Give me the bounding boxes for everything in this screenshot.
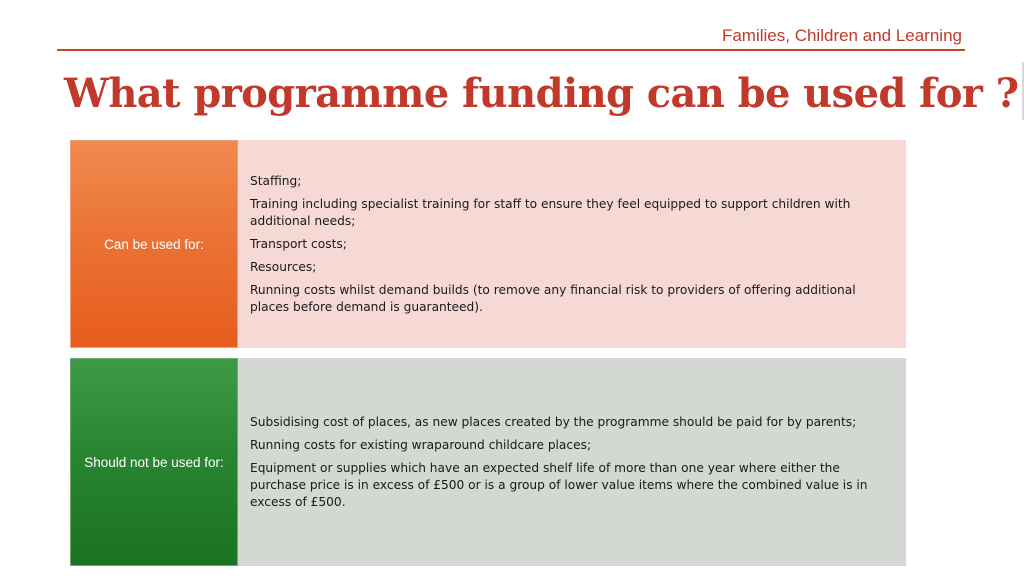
can-be-used-label: Can be used for: xyxy=(70,140,238,348)
list-item: Running costs whilst demand builds (to remove any financial risk to providers of offering additional places before demand is guaranteed). xyxy=(250,282,856,314)
organisation-header: Families, Children and Learning xyxy=(721,26,962,45)
can-be-used-list xyxy=(238,140,906,348)
list-item: Transport costs; xyxy=(250,236,347,251)
list-item: Staffing; xyxy=(250,173,302,188)
list-item: Equipment or supplies which have an expected shelf life of more than one year where either the purchase price is in excess of £500 or is a group of lower value items where the combined value is in excess of £500. xyxy=(250,460,868,509)
list-item: Subsidising cost of places, as new places created by the programme should be paid for by parents; xyxy=(250,414,857,429)
list-item: Resources; xyxy=(250,259,317,274)
page-title: What programme funding can be used for ? xyxy=(64,70,1019,117)
list-item: Running costs for existing wraparound childcare places; xyxy=(250,437,592,452)
should-not-be-used-list xyxy=(238,358,906,566)
header-divider xyxy=(57,49,965,51)
can-be-used-block xyxy=(70,140,906,348)
should-not-be-used-label: Should not be used for: xyxy=(70,358,238,566)
should-not-be-used-block xyxy=(70,358,906,566)
list-item: Training including specialist training for staff to ensure they feel equipped to support children with additional needs; xyxy=(250,196,851,228)
